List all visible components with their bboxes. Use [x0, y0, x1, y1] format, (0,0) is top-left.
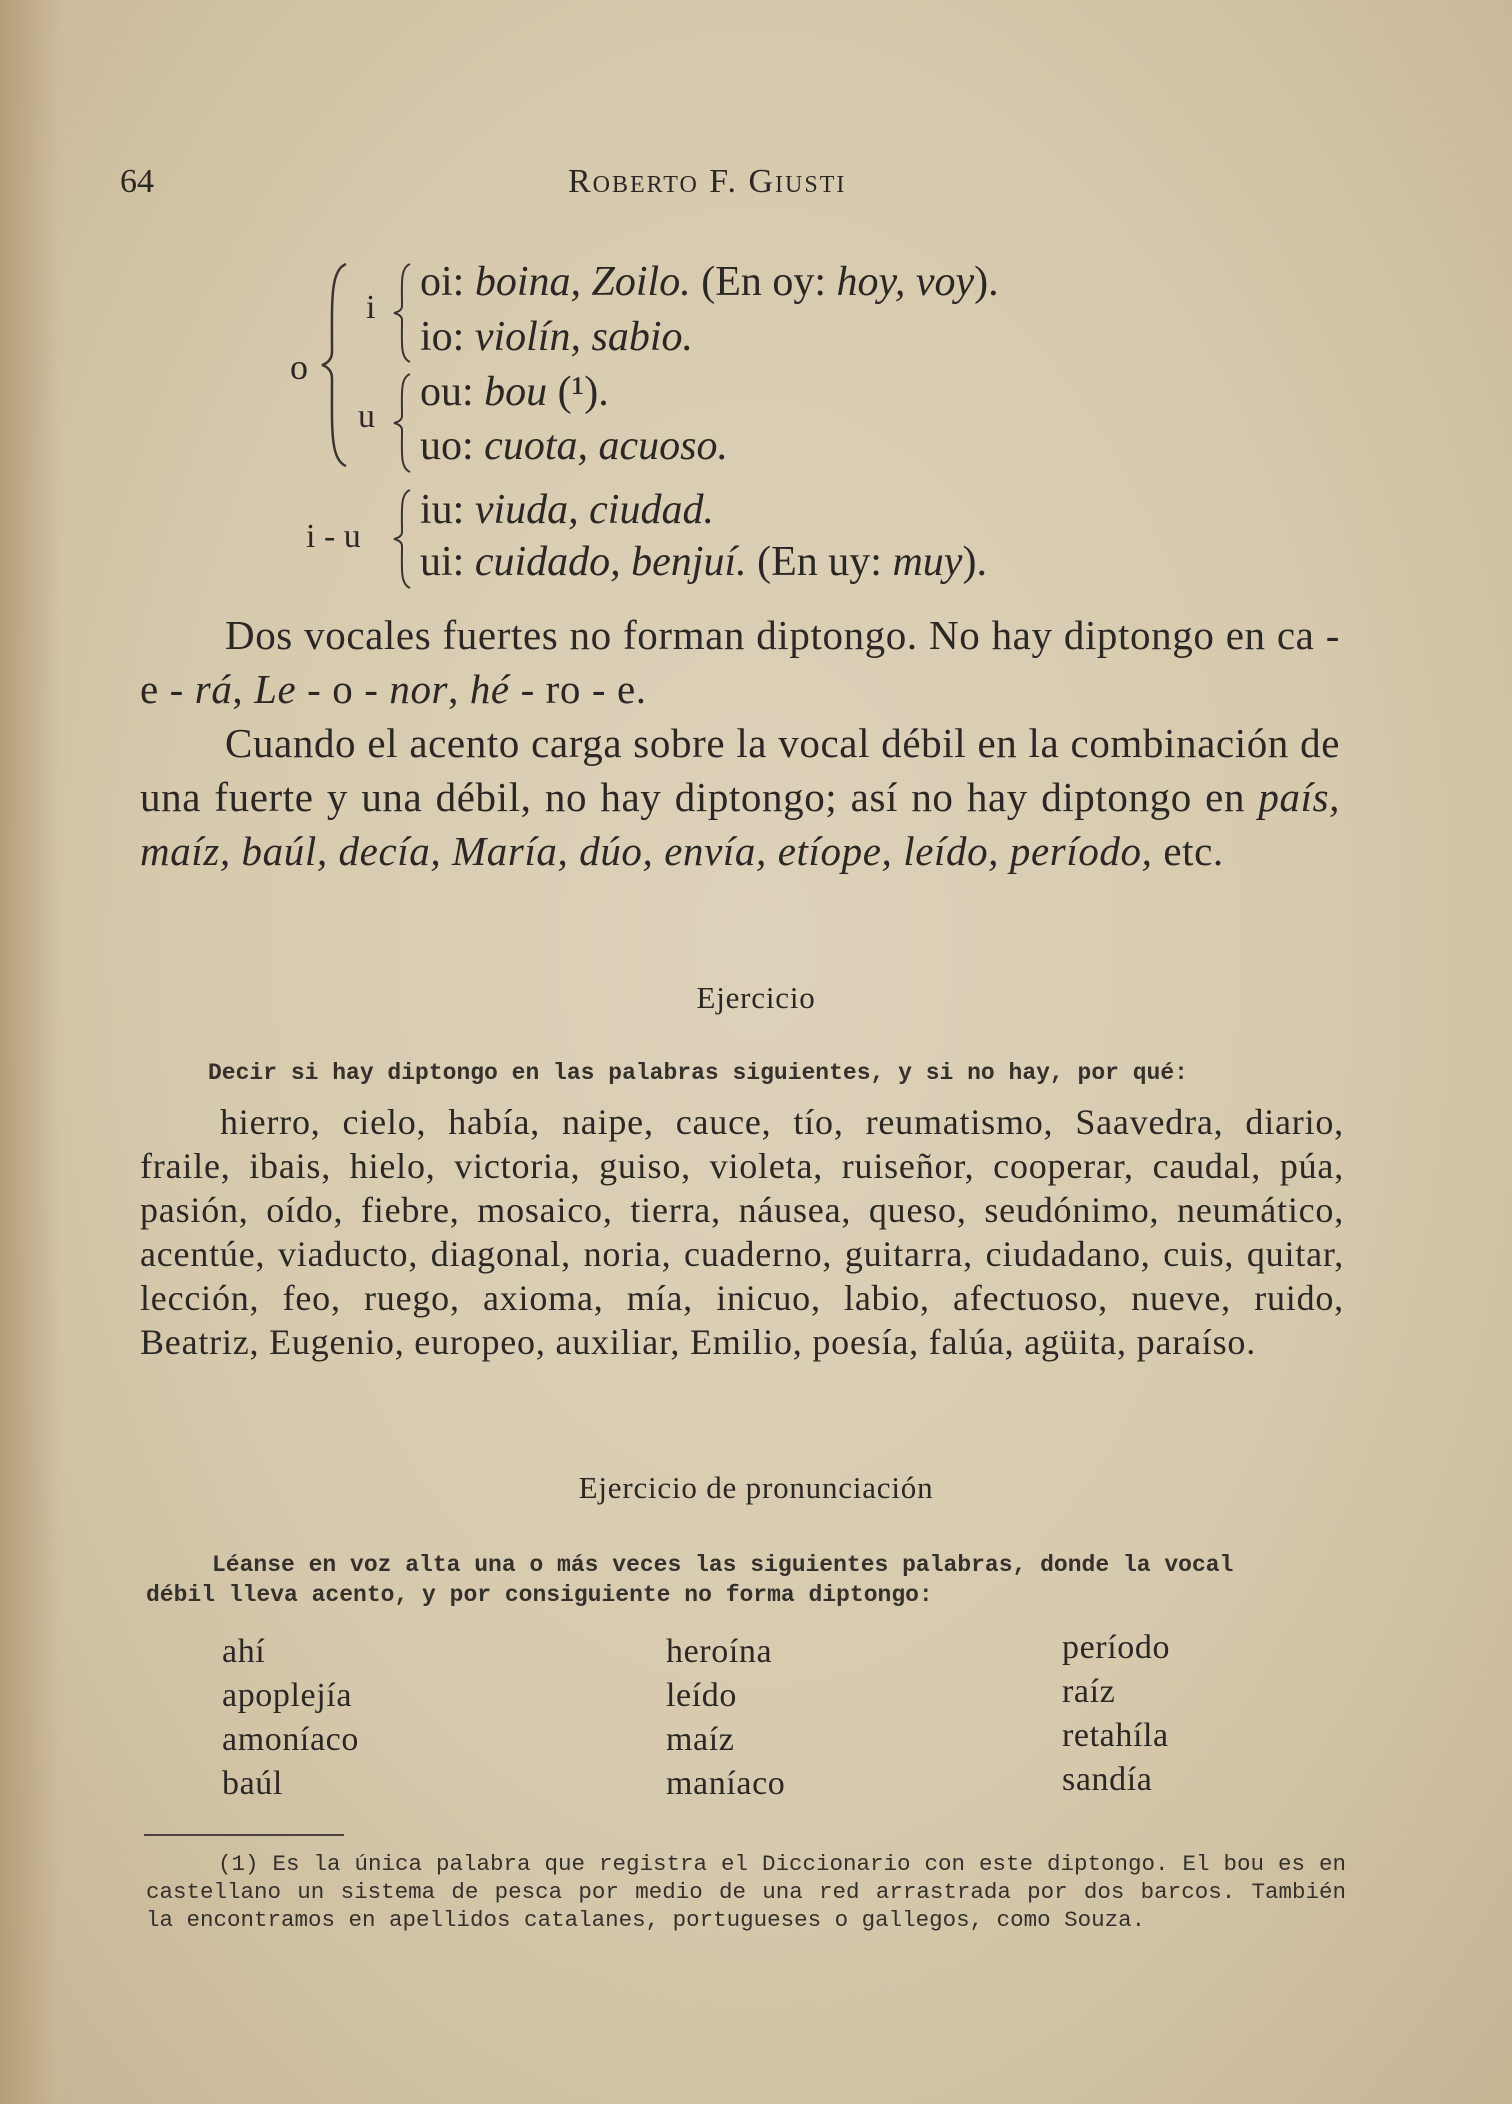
word-column-3 — [1062, 1626, 1170, 1802]
list-item: maníaco — [666, 1765, 786, 1802]
letter-i: i — [366, 289, 376, 326]
paragraph-weak-vowel-accent: Cuando el acento carga sobre la vocal débil en la combinación de una fuerte y una débil, no hay diptongo; así no hay diptongo en país, maíz, baúl, decía, María, dúo, envía, etíope, leído, período, etc. — [140, 720, 1340, 874]
iu-group-brace — [392, 488, 414, 590]
list-item: baúl — [222, 1765, 283, 1802]
exercise-title: Ejercicio — [696, 980, 816, 1015]
footnote-rule — [144, 1834, 344, 1836]
label-i-u: i - u — [306, 518, 361, 555]
letter-o: o — [290, 347, 308, 387]
o-group-brace — [320, 262, 350, 468]
word-column-2 — [666, 1630, 785, 1806]
page-number: 64 — [120, 163, 154, 200]
u-group-brace — [392, 372, 414, 474]
footnote: (1) Es la única palabra que registra el Diccionario con este diptongo. El bou es en castellano un sistema de pesca por medio de una red arrastrada por dos barcos. También la encontramos en apellidos catalanes, portugueses o gallegos, como Souza. — [146, 1851, 1346, 1933]
list-item: ahí — [222, 1633, 266, 1670]
page-edge-shadow — [0, 0, 60, 2104]
letter-u: u — [358, 398, 375, 435]
diphthong-row: ou: bou (¹). — [420, 369, 609, 415]
exercise-instruction: Decir si hay diptongo en las palabras siguientes, y si no hay, por qué: — [208, 1060, 1188, 1086]
list-item: apoplejía — [222, 1677, 353, 1714]
diphthong-row: iu: viuda, ciudad. — [420, 487, 714, 533]
list-item: período — [1062, 1629, 1171, 1666]
pronunciation-instruction-line2: débil lleva acento, y por consiguiente no forma diptongo: — [146, 1582, 933, 1608]
list-item: amoníaco — [222, 1721, 359, 1758]
diphthong-row: io: violín, sabio. — [420, 314, 694, 360]
list-item: raíz — [1062, 1673, 1116, 1710]
list-item: heroína — [666, 1633, 773, 1670]
list-item: leído — [666, 1677, 737, 1714]
paragraph-strong-vowels: Dos vocales fuertes no forman diptongo. No hay diptongo en ca - e - rá, Le - o - nor, hé - ro - e. — [140, 612, 1340, 712]
i-group-brace — [392, 262, 414, 364]
word-column-1 — [222, 1630, 359, 1806]
diphthong-row: uo: cuota, acuoso. — [420, 423, 728, 469]
list-item: maíz — [666, 1721, 735, 1758]
diphthong-row: ui: cuidado, benjuí. (En uy: muy). — [420, 539, 987, 585]
pronunciation-exercise-title: Ejercicio de pronunciación — [578, 1470, 934, 1505]
exercise-word-list: hierro, cielo, había, naipe, cauce, tío, reumatismo, Saavedra, diario, fraile, ibais, hielo, victoria, guiso, violeta, ruiseñor, cooperar, caudal, púa, pasión, oído, fiebre, mosaico, tierra, náusea, queso, seudónimo, neumático, acentúe, viaducto, diagonal, noria, cuaderno, guitarra, ciudadano, cuis, quitar, lección, feo, ruego, axioma, mía, inicuo, labio, afectuoso, nueve, ruido, Beatriz, Eugenio, europeo, auxiliar, Emilio, poesía, falúa, agüita, paraíso. — [140, 1102, 1344, 1362]
diphthong-row: oi: boina, Zoilo. (En oy: hoy, voy). — [420, 259, 999, 305]
list-item: retahíla — [1062, 1717, 1169, 1754]
pronunciation-instruction-line1: Léanse en voz alta una o más veces las siguientes palabras, donde la vocal — [212, 1552, 1234, 1578]
running-title: Roberto F. Giusti — [568, 163, 847, 200]
list-item: sandía — [1062, 1761, 1153, 1798]
